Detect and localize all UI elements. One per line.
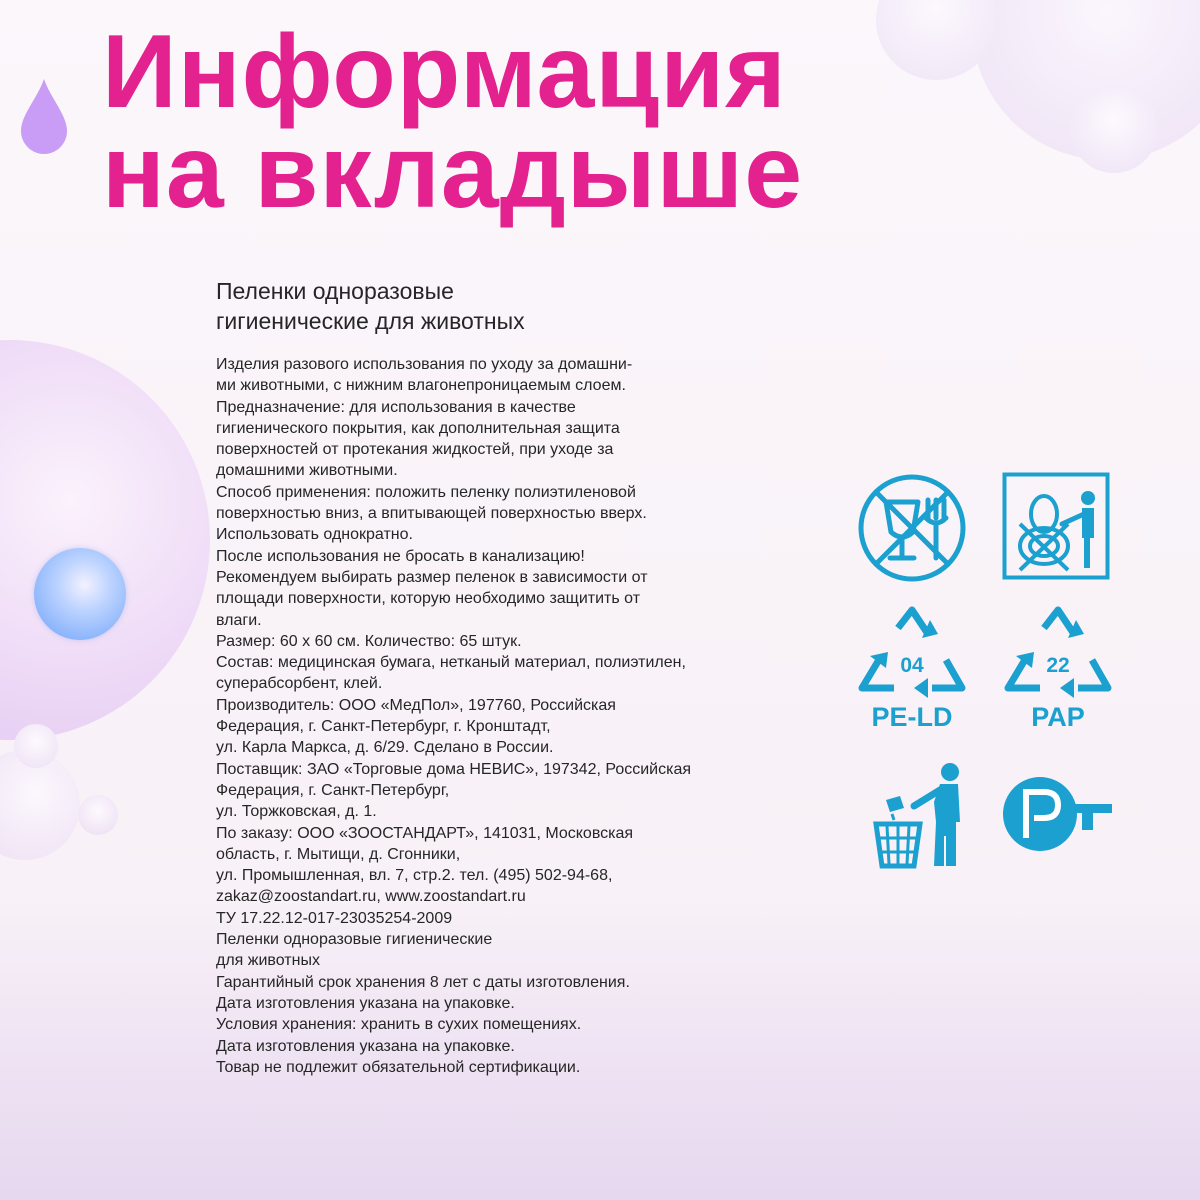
recycle-pap-icon — [998, 604, 1118, 732]
insert-text-line: гигиенического покрытия, как дополнительная защита — [216, 419, 620, 437]
insert-text-line: Производитель: ООО «МедПол», 197760, Российская — [216, 696, 616, 714]
insert-text-line: ул. Карла Маркса, д. 6/29. Сделано в России. — [216, 739, 554, 757]
insert-text-line: Состав: медицинская бумага, нетканый материал, полиэтилен, — [216, 654, 686, 672]
insert-text-line: для животных — [216, 952, 320, 970]
recycle-number: 22 — [1046, 654, 1070, 677]
page-title — [102, 14, 804, 230]
decorative-bubble — [78, 795, 118, 835]
insert-text-line: Использовать однократно. — [216, 526, 413, 544]
insert-text-line: суперабсорбент, клей. — [216, 675, 383, 693]
insert-text-line: домашними животными. — [216, 462, 398, 480]
insert-text-line: Пеленки одноразовые гигиенические — [216, 931, 493, 949]
insert-text-line: ул. Торжковская, д. 1. — [216, 803, 377, 821]
insert-text-line: Товар не подлежит обязательной сертификации. — [216, 1058, 581, 1076]
insert-text-line: ми животными, с нижним влагонепроницаемым слоем. — [216, 377, 626, 395]
insert-text-line: влаги. — [216, 611, 262, 629]
not-for-food-icon — [856, 472, 968, 584]
insert-text-line: Поставщик: ЗАО «Торговые дома НЕВИС», 197342, Российская — [216, 760, 692, 778]
drop-icon — [19, 77, 69, 157]
insert-text-line: Предназначение: для использования в качестве — [216, 398, 576, 416]
insert-text-line: Размер: 60 x 60 см. Количество: 65 штук. — [216, 632, 522, 650]
insert-text-line: поверхностью вниз, а впитывающей поверхностью вверх. — [216, 505, 647, 523]
recycle-pe-ld-icon — [852, 604, 972, 732]
insert-text-line: По заказу: ООО «ЗООСТАНДАРТ», 141031, Московская — [216, 824, 634, 842]
certification-mark-icon — [1000, 774, 1116, 854]
insert-text-line: zakaz@zoostandart.ru, www.zoostandart.ru — [216, 888, 526, 906]
insert-text-line: область, г. Мытищи, д. Сгонники, — [216, 845, 461, 863]
recycle-label: PAP — [1031, 702, 1085, 732]
decorative-bubble — [1070, 85, 1158, 173]
decorative-bubble — [14, 724, 58, 768]
insert-text-line: Изделия разового использования по уходу за домашни- — [216, 356, 633, 373]
decorative-bubble — [876, 0, 996, 80]
blue-bubble — [34, 548, 126, 640]
product-name — [216, 276, 525, 336]
decorative-bubble — [0, 340, 210, 740]
insert-text-line: поверхностей от протекания жидкостей, при уходе за — [216, 441, 614, 459]
insert-text-line: Дата изготовления указана на упаковке. — [216, 994, 515, 1012]
insert-text-line: ул. Промышленная, вл. 7, стр.2. тел. (495) 502-94-68, — [216, 867, 613, 885]
insert-text-line: Федерация, г. Санкт-Петербург, — [216, 781, 450, 799]
recycle-label: PE-LD — [871, 702, 953, 732]
title-line: на вкладыше — [102, 114, 804, 230]
insert-text-line: Гарантийный срок хранения 8 лет с даты изготовления. — [216, 973, 630, 991]
insert-text-line: Дата изготовления указана на упаковке. — [216, 1037, 515, 1055]
insert-text-line: Федерация, г. Санкт-Петербург, г. Кронштадт, — [216, 718, 551, 736]
recycle-number: 04 — [900, 654, 924, 677]
title-line: Информация — [102, 14, 787, 130]
do-not-flush-icon — [1002, 472, 1110, 580]
trash-bin-icon — [870, 762, 980, 872]
insert-text — [216, 354, 816, 1078]
product-name-line: гигиенические для животных — [216, 308, 525, 334]
insert-text-line: Способ применения: положить пеленку полиэтиленовой — [216, 483, 636, 501]
insert-text-line: После использования не бросать в канализацию! — [216, 547, 585, 565]
insert-text-line: Условия хранения: хранить в сухих помещениях. — [216, 1016, 582, 1034]
insert-text-line: Рекомендуем выбирать размер пеленок в зависимости от — [216, 568, 648, 586]
insert-text-line: ТУ 17.22.12-017-23035254-2009 — [216, 909, 453, 927]
insert-text-line: площади поверхности, которую необходимо защитить от — [216, 590, 641, 608]
product-name-line: Пеленки одноразовые — [216, 278, 454, 304]
